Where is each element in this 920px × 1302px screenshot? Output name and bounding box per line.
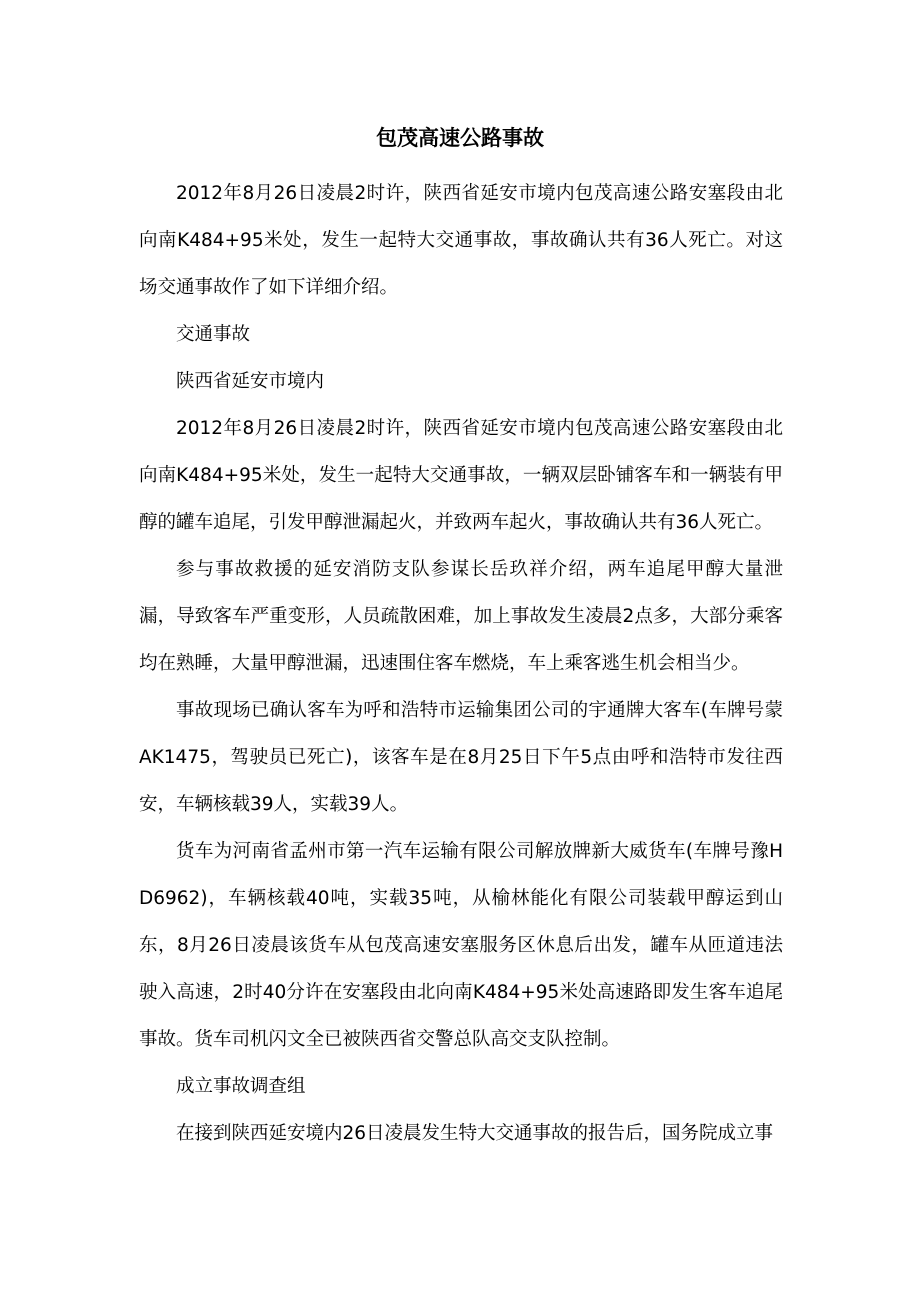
section-heading-traffic-accident: 交通事故 xyxy=(176,324,251,345)
paragraph-rescue-account: 参与事故救援的延安消防支队参谋长岳玖祥介绍，两车追尾甲醇大量泄漏，导致客车严重变形，人员疏散困难，加上事故发生凌晨2点多，大部分乘客均在熟睡，大量甲醇泄漏，迅速围住客车燃烧，车上乘客逃生机会相当少。 xyxy=(139,559,783,674)
paragraph-accident-details: 2012年8月26日凌晨2时许，陕西省延安市境内包茂高速公路安塞段由北向南K484+95米处，发生一起特大交通事故，一辆双层卧铺客车和一辆装有甲醇的罐车追尾，引发甲醇泄漏起火，并致两车起火，事故确认共有36人死亡。 xyxy=(139,418,783,533)
paragraph-intro: 2012年8月26日凌晨2时许，陕西省延安市境内包茂高速公路安塞段由北向南K484+95米处，发生一起特大交通事故，事故确认共有36人死亡。对这场交通事故作了如下详细介绍。 xyxy=(139,183,783,298)
paragraph-investigation: 在接到陕西延安境内26日凌晨发生特大交通事故的报告后，国务院成立事 xyxy=(176,1123,774,1144)
document-title: 包茂高速公路事故 xyxy=(376,126,544,150)
document-body xyxy=(139,170,783,1157)
section-heading-investigation: 成立事故调查组 xyxy=(176,1076,306,1097)
paragraph-bus-info: 事故现场已确认客车为呼和浩特市运输集团公司的宇通牌大客车(车牌号蒙AK1475，驾驶员已死亡)，该客车是在8月25日下午5点由呼和浩特市发往西安，车辆核载39人，实载39人。 xyxy=(139,700,783,815)
paragraph-truck-info: 货车为河南省孟州市第一汽车运输有限公司解放牌新大威货车(车牌号豫HD6962)，车辆核载40吨，实载35吨，从榆林能化有限公司装载甲醇运到山东，8月26日凌晨该货车从包茂高速安塞服务区休息后出发，罐车从匝道违法驶入高速，2时40分许在安塞段由北向南K484+95米处高速路即发生客车追尾事故。货车司机闪文全已被陕西省交警总队高交支队控制。 xyxy=(139,841,783,1050)
section-heading-location: 陕西省延安市境内 xyxy=(176,371,325,392)
